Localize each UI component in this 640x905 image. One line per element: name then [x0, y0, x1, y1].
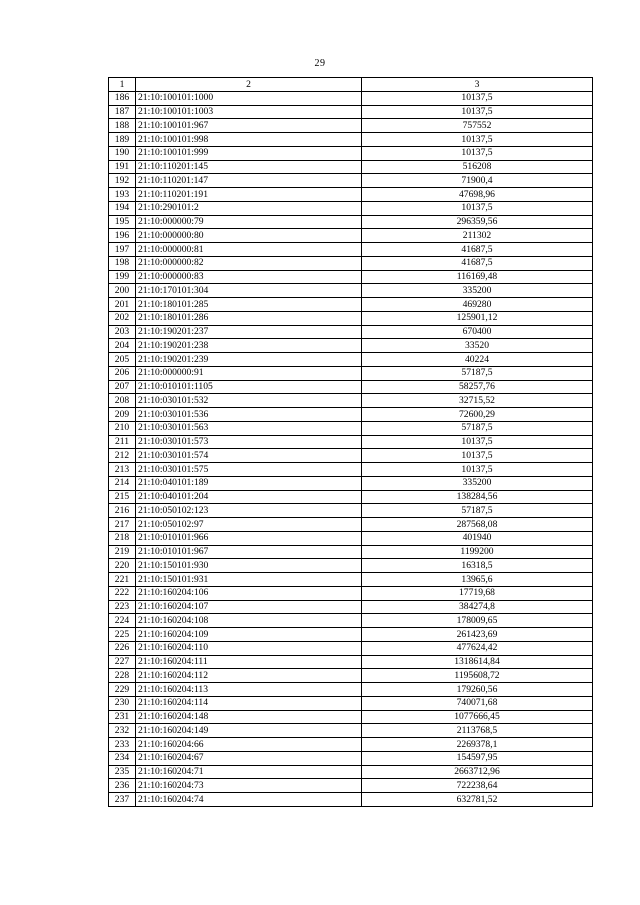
value-cell: 10137,5	[362, 435, 593, 449]
cadastral-number-cell: 21:10:160204:148	[136, 710, 362, 724]
table-row	[109, 696, 593, 710]
cadastral-number-cell: 21:10:000000:79	[136, 215, 362, 229]
table-row	[109, 724, 593, 738]
cadastral-number-cell: 21:10:160204:110	[136, 641, 362, 655]
value-cell: 401940	[362, 531, 593, 545]
table-row	[109, 669, 593, 683]
value-cell: 1318614,84	[362, 655, 593, 669]
table-row	[109, 133, 593, 147]
cadastral-number-cell: 21:10:030101:563	[136, 421, 362, 435]
cadastral-number-cell: 21:10:000000:91	[136, 366, 362, 380]
table-row	[109, 518, 593, 532]
cadastral-number-cell: 21:10:190201:237	[136, 325, 362, 339]
row-number-cell: 186	[109, 91, 136, 105]
value-cell: 287568,08	[362, 518, 593, 532]
table-row	[109, 463, 593, 477]
row-number-cell: 188	[109, 119, 136, 133]
cadastral-number-cell: 21:10:000000:80	[136, 229, 362, 243]
table-row	[109, 504, 593, 518]
row-number-cell: 226	[109, 641, 136, 655]
cadastral-number-cell: 21:10:010101:1105	[136, 380, 362, 394]
cadastral-number-cell: 21:10:180101:285	[136, 298, 362, 312]
value-cell: 632781,52	[362, 793, 593, 807]
cadastral-number-cell: 21:10:030101:573	[136, 435, 362, 449]
cadastral-number-cell: 21:10:160204:71	[136, 765, 362, 779]
row-number-cell: 197	[109, 243, 136, 257]
table-row	[109, 710, 593, 724]
row-number-cell: 229	[109, 683, 136, 697]
table-row	[109, 408, 593, 422]
value-cell: 10137,5	[362, 463, 593, 477]
row-number-cell: 193	[109, 188, 136, 202]
row-number-cell: 190	[109, 146, 136, 160]
value-cell: 125901,12	[362, 311, 593, 325]
cadastral-number-cell: 21:10:190201:239	[136, 353, 362, 367]
cadastral-number-cell: 21:10:100101:1000	[136, 91, 362, 105]
table-row	[109, 270, 593, 284]
table-row	[109, 793, 593, 807]
cadastral-number-cell: 21:10:160204:149	[136, 724, 362, 738]
table-row	[109, 380, 593, 394]
value-cell: 722238,64	[362, 779, 593, 793]
cadastral-number-cell: 21:10:160204:109	[136, 628, 362, 642]
cadastral-number-cell: 21:10:160204:66	[136, 738, 362, 752]
value-cell: 757552	[362, 119, 593, 133]
table-row	[109, 641, 593, 655]
cadastral-number-cell: 21:10:160204:108	[136, 614, 362, 628]
cadastral-number-cell: 21:10:160204:73	[136, 779, 362, 793]
value-cell: 178009,65	[362, 614, 593, 628]
value-cell: 41687,5	[362, 256, 593, 270]
cadastral-number-cell: 21:10:190201:238	[136, 339, 362, 353]
row-number-cell: 206	[109, 366, 136, 380]
value-cell: 33520	[362, 339, 593, 353]
value-cell: 10137,5	[362, 105, 593, 119]
table-row	[109, 600, 593, 614]
row-number-cell: 205	[109, 353, 136, 367]
table-row	[109, 435, 593, 449]
row-number-cell: 218	[109, 531, 136, 545]
cadastral-number-cell: 21:10:150101:931	[136, 573, 362, 587]
value-cell: 740071,68	[362, 696, 593, 710]
table-row	[109, 284, 593, 298]
value-cell: 2113768,5	[362, 724, 593, 738]
value-cell: 47698,96	[362, 188, 593, 202]
row-number-cell: 208	[109, 394, 136, 408]
table-header-row	[109, 78, 593, 92]
value-cell: 477624,42	[362, 641, 593, 655]
value-cell: 32715,52	[362, 394, 593, 408]
cadastral-number-cell: 21:10:000000:83	[136, 270, 362, 284]
table-row	[109, 559, 593, 573]
column-header-1: 1	[109, 78, 136, 92]
value-cell: 16318,5	[362, 559, 593, 573]
row-number-cell: 201	[109, 298, 136, 312]
value-cell: 41687,5	[362, 243, 593, 257]
value-cell: 138284,56	[362, 490, 593, 504]
cadastral-number-cell: 21:10:150101:930	[136, 559, 362, 573]
value-cell: 335200	[362, 476, 593, 490]
table-row	[109, 339, 593, 353]
row-number-cell: 227	[109, 655, 136, 669]
row-number-cell: 200	[109, 284, 136, 298]
row-number-cell: 199	[109, 270, 136, 284]
row-number-cell: 194	[109, 201, 136, 215]
table-row	[109, 751, 593, 765]
table-row	[109, 765, 593, 779]
value-cell: 1195608,72	[362, 669, 593, 683]
value-cell: 57187,5	[362, 366, 593, 380]
table-row	[109, 655, 593, 669]
row-number-cell: 237	[109, 793, 136, 807]
row-number-cell: 231	[109, 710, 136, 724]
row-number-cell: 216	[109, 504, 136, 518]
cadastral-table	[108, 77, 593, 807]
row-number-cell: 232	[109, 724, 136, 738]
row-number-cell: 204	[109, 339, 136, 353]
cadastral-number-cell: 21:10:160204:114	[136, 696, 362, 710]
value-cell: 72600,29	[362, 408, 593, 422]
table-row	[109, 174, 593, 188]
row-number-cell: 187	[109, 105, 136, 119]
table-row	[109, 325, 593, 339]
row-number-cell: 212	[109, 449, 136, 463]
value-cell: 58257,76	[362, 380, 593, 394]
value-cell: 10137,5	[362, 449, 593, 463]
table-row	[109, 188, 593, 202]
cadastral-number-cell: 21:10:110201:145	[136, 160, 362, 174]
value-cell: 10137,5	[362, 133, 593, 147]
column-header-3: 3	[362, 78, 593, 92]
table-row	[109, 545, 593, 559]
value-cell: 261423,69	[362, 628, 593, 642]
row-number-cell: 236	[109, 779, 136, 793]
table-row	[109, 366, 593, 380]
value-cell: 296359,56	[362, 215, 593, 229]
table-row	[109, 91, 593, 105]
cadastral-number-cell: 21:10:180101:286	[136, 311, 362, 325]
row-number-cell: 207	[109, 380, 136, 394]
row-number-cell: 210	[109, 421, 136, 435]
row-number-cell: 195	[109, 215, 136, 229]
row-number-cell: 211	[109, 435, 136, 449]
cadastral-number-cell: 21:10:160204:67	[136, 751, 362, 765]
table-body	[109, 91, 593, 806]
cadastral-number-cell: 21:10:160204:74	[136, 793, 362, 807]
row-number-cell: 192	[109, 174, 136, 188]
cadastral-number-cell: 21:10:010101:966	[136, 531, 362, 545]
table-row	[109, 779, 593, 793]
cadastral-number-cell: 21:10:160204:111	[136, 655, 362, 669]
row-number-cell: 203	[109, 325, 136, 339]
table-row	[109, 119, 593, 133]
table-row	[109, 531, 593, 545]
table-row	[109, 586, 593, 600]
cadastral-number-cell: 21:10:100101:967	[136, 119, 362, 133]
row-number-cell: 235	[109, 765, 136, 779]
table-row	[109, 490, 593, 504]
table-row	[109, 573, 593, 587]
row-number-cell: 224	[109, 614, 136, 628]
cadastral-number-cell: 21:10:050102:123	[136, 504, 362, 518]
cadastral-number-cell: 21:10:100101:999	[136, 146, 362, 160]
cadastral-number-cell: 21:10:010101:967	[136, 545, 362, 559]
cadastral-number-cell: 21:10:100101:1003	[136, 105, 362, 119]
row-number-cell: 198	[109, 256, 136, 270]
value-cell: 1077666,45	[362, 710, 593, 724]
table-row	[109, 738, 593, 752]
value-cell: 670400	[362, 325, 593, 339]
cadastral-number-cell: 21:10:110201:191	[136, 188, 362, 202]
value-cell: 335200	[362, 284, 593, 298]
cadastral-number-cell: 21:10:160204:106	[136, 586, 362, 600]
row-number-cell: 222	[109, 586, 136, 600]
table-row	[109, 298, 593, 312]
cadastral-number-cell: 21:10:030101:532	[136, 394, 362, 408]
value-cell: 2269378,1	[362, 738, 593, 752]
row-number-cell: 234	[109, 751, 136, 765]
row-number-cell: 202	[109, 311, 136, 325]
table-row	[109, 449, 593, 463]
row-number-cell: 220	[109, 559, 136, 573]
table-row	[109, 311, 593, 325]
page-number: 29	[314, 58, 326, 69]
table-row	[109, 160, 593, 174]
table-row	[109, 201, 593, 215]
row-number-cell: 191	[109, 160, 136, 174]
cadastral-number-cell: 21:10:040101:204	[136, 490, 362, 504]
table-row	[109, 628, 593, 642]
table-row	[109, 614, 593, 628]
table-row	[109, 229, 593, 243]
cadastral-number-cell: 21:10:160204:107	[136, 600, 362, 614]
row-number-cell: 214	[109, 476, 136, 490]
value-cell: 211302	[362, 229, 593, 243]
cadastral-number-cell: 21:10:170101:304	[136, 284, 362, 298]
value-cell: 384274,8	[362, 600, 593, 614]
value-cell: 71900,4	[362, 174, 593, 188]
value-cell: 57187,5	[362, 504, 593, 518]
row-number-cell: 213	[109, 463, 136, 477]
table-row	[109, 243, 593, 257]
cadastral-number-cell: 21:10:160204:112	[136, 669, 362, 683]
row-number-cell: 225	[109, 628, 136, 642]
table-row	[109, 256, 593, 270]
cadastral-number-cell: 21:10:050102:97	[136, 518, 362, 532]
row-number-cell: 221	[109, 573, 136, 587]
value-cell: 516208	[362, 160, 593, 174]
row-number-cell: 189	[109, 133, 136, 147]
cadastral-number-cell: 21:10:000000:82	[136, 256, 362, 270]
value-cell: 10137,5	[362, 146, 593, 160]
column-header-2: 2	[136, 78, 362, 92]
cadastral-number-cell: 21:10:100101:998	[136, 133, 362, 147]
table-row	[109, 353, 593, 367]
cadastral-number-cell: 21:10:030101:536	[136, 408, 362, 422]
cadastral-number-cell: 21:10:160204:113	[136, 683, 362, 697]
value-cell: 17719,68	[362, 586, 593, 600]
value-cell: 2663712,96	[362, 765, 593, 779]
value-cell: 10137,5	[362, 201, 593, 215]
table-row	[109, 146, 593, 160]
row-number-cell: 223	[109, 600, 136, 614]
table-row	[109, 421, 593, 435]
value-cell: 57187,5	[362, 421, 593, 435]
row-number-cell: 196	[109, 229, 136, 243]
row-number-cell: 228	[109, 669, 136, 683]
cadastral-number-cell: 21:10:030101:575	[136, 463, 362, 477]
cadastral-number-cell: 21:10:290101:2	[136, 201, 362, 215]
table-row	[109, 394, 593, 408]
value-cell: 10137,5	[362, 91, 593, 105]
row-number-cell: 233	[109, 738, 136, 752]
value-cell: 40224	[362, 353, 593, 367]
value-cell: 469280	[362, 298, 593, 312]
value-cell: 116169,48	[362, 270, 593, 284]
value-cell: 1199200	[362, 545, 593, 559]
table-row	[109, 215, 593, 229]
table-row	[109, 105, 593, 119]
table-row	[109, 476, 593, 490]
table-row	[109, 683, 593, 697]
value-cell: 179260,56	[362, 683, 593, 697]
row-number-cell: 209	[109, 408, 136, 422]
value-cell: 154597,95	[362, 751, 593, 765]
row-number-cell: 217	[109, 518, 136, 532]
row-number-cell: 230	[109, 696, 136, 710]
cadastral-number-cell: 21:10:000000:81	[136, 243, 362, 257]
cadastral-number-cell: 21:10:110201:147	[136, 174, 362, 188]
row-number-cell: 219	[109, 545, 136, 559]
value-cell: 13965,6	[362, 573, 593, 587]
row-number-cell: 215	[109, 490, 136, 504]
cadastral-number-cell: 21:10:030101:574	[136, 449, 362, 463]
cadastral-number-cell: 21:10:040101:189	[136, 476, 362, 490]
